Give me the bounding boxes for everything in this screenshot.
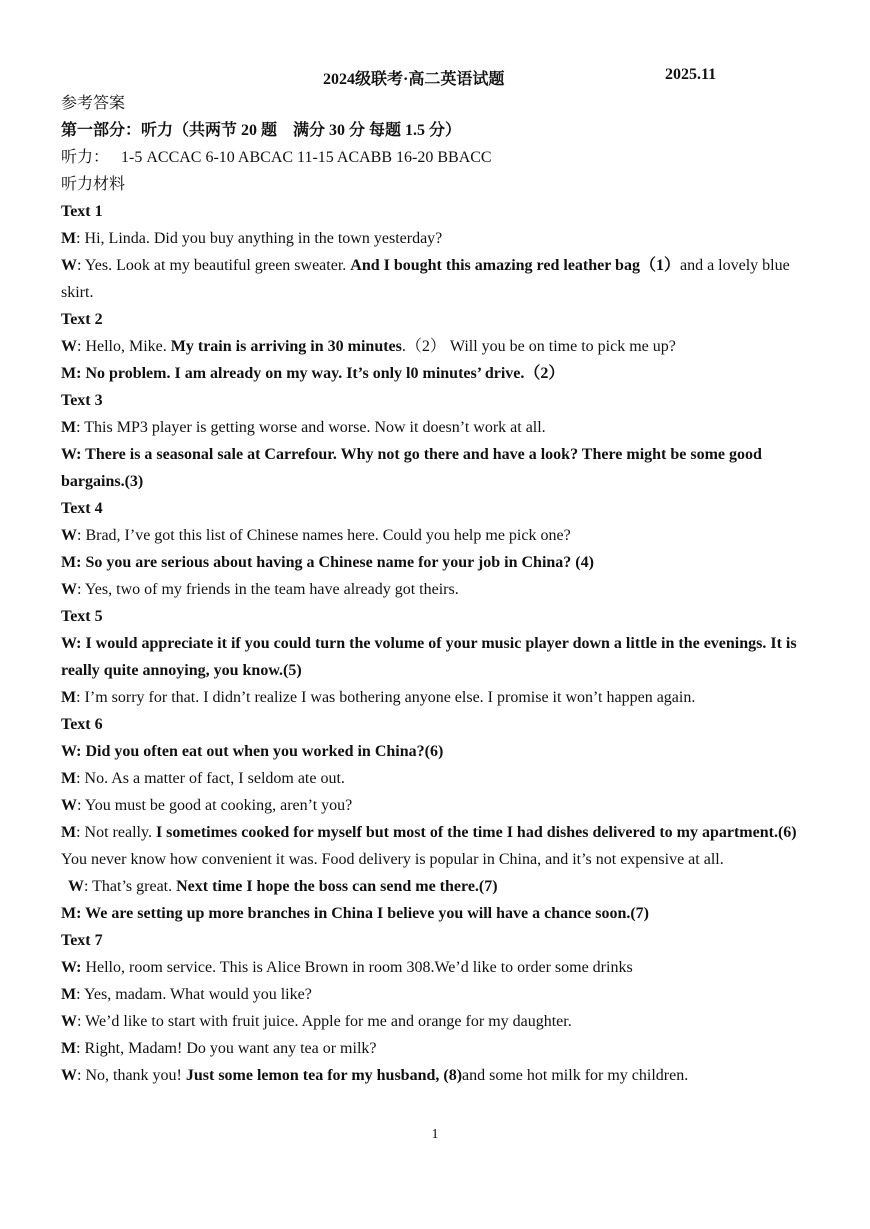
speaker-label: M: [61, 419, 77, 436]
text-label: Text 7: [61, 932, 103, 949]
page-header: [0, 66, 870, 90]
dialogue-line: [61, 1008, 806, 1035]
dialogue-line: [61, 954, 806, 981]
dialogue-text: : Yes. Look at my beautiful green sweater.: [77, 257, 351, 274]
answer-clue-text: I sometimes cooked for myself but most of the time I had dishes delivered to my apartment.(6): [155, 824, 797, 841]
text-label: Text 4: [61, 500, 103, 517]
part1-heading: 第一部分：听力（共两节 20 题 满分 30 分 每题 1.5 分）: [61, 122, 462, 139]
speaker-label: M: [61, 986, 77, 1003]
speaker-label: W: [61, 635, 77, 652]
listening-texts: [61, 198, 806, 1089]
document-body: [61, 90, 806, 1089]
answer-clue-text: : So you are serious about having a Chinese name for your job in China? (4): [76, 554, 594, 571]
speaker-label: M: [61, 554, 77, 571]
dialogue-text: : Hi, Linda. Did you buy anything in the town yesterday?: [76, 230, 443, 247]
dialogue-text: : No, thank you!: [77, 1067, 186, 1084]
dialogue-text: : Right, Madam! Do you want any tea or milk?: [76, 1040, 377, 1057]
speaker-label: W: [61, 797, 77, 814]
dialogue-line: [61, 360, 806, 387]
speaker-label: W: [68, 878, 84, 895]
speaker-label: W: [61, 1013, 77, 1030]
text-label: Text 5: [61, 608, 103, 625]
dialogue-text: and a lovely blue skirt.: [61, 257, 790, 301]
answer-clue-text: : We are setting up more branches in China I believe you will have a chance soon.(7): [76, 905, 650, 922]
speaker-label: M: [61, 1040, 77, 1057]
speaker-label: M: [61, 770, 77, 787]
answers-label: 听力：: [61, 149, 110, 166]
exam-date: 2025.11: [665, 66, 717, 83]
exam-title: 2024级联考·高二英语试题: [323, 71, 505, 88]
dialogue-text: You never know how convenient it was. Food delivery is popular in China, and it’s not expensive at all.: [61, 851, 724, 868]
dialogue-line: [61, 738, 806, 765]
speaker-label: W: [61, 446, 77, 463]
dialogue-text: : That’s great.: [84, 878, 177, 895]
answer-clue-text: : There is a seasonal sale at Carrefour. Why not go there and have a look? There might be some good bargains.(3): [61, 446, 762, 490]
dialogue-text: : Brad, I’ve got this list of Chinese names here. Could you help me pick one?: [77, 527, 571, 544]
speaker-label: W: [61, 581, 77, 598]
dialogue-text: .（2） Will you be on time to pick me up?: [401, 338, 676, 355]
speaker-label: W: [61, 257, 77, 274]
speaker-label: M: [61, 689, 77, 706]
answers-value: 1-5 ACCAC 6-10 ABCAC 11-15 ACABB 16-20 BBACC: [121, 149, 492, 166]
speaker-label: M: [61, 905, 77, 922]
answer-clue-text: Just some lemon tea for my husband, (8): [185, 1067, 463, 1084]
answer-clue-text: Next time I hope the boss can send me there.(7): [176, 878, 498, 895]
dialogue-line: [61, 549, 806, 576]
dialogue-line: [61, 225, 806, 252]
dialogue-line: [61, 900, 806, 927]
dialogue-line: [61, 252, 806, 306]
dialogue-line: [61, 1062, 806, 1089]
speaker-label: M: [61, 824, 77, 841]
answer-key: [61, 144, 806, 171]
speaker-label: W:: [61, 959, 82, 976]
dialogue-text: : We’d like to start with fruit juice. Apple for me and orange for my daughter.: [77, 1013, 572, 1030]
dialogue-text: and some hot milk for my children.: [462, 1067, 689, 1084]
dialogue-line: [61, 630, 806, 684]
dialogue-line: [61, 522, 806, 549]
dialogue-line: [61, 981, 806, 1008]
text-label: Text 2: [61, 311, 103, 328]
answer-clue-text: My train is arriving in 30 minutes: [170, 338, 402, 355]
answer-clue-text: And I bought this amazing red leather bag（1）: [350, 257, 680, 274]
dialogue-line: [61, 414, 806, 441]
dialogue-line: [61, 1035, 806, 1062]
dialogue-line: [61, 873, 806, 900]
speaker-label: W: [61, 743, 77, 760]
dialogue-line: [61, 819, 806, 873]
speaker-label: W: [61, 338, 77, 355]
speaker-label: W: [61, 1067, 77, 1084]
speaker-label: W: [61, 527, 77, 544]
materials-title: 听力材料: [61, 176, 126, 193]
dialogue-text: : Not really.: [76, 824, 156, 841]
page-number: 1: [431, 1127, 439, 1142]
dialogue-text: Hello, room service. This is Alice Brown in room 308.We’d like to order some drinks: [81, 959, 633, 976]
dialogue-line: [61, 441, 806, 495]
dialogue-text: : Yes, two of my friends in the team have already got theirs.: [77, 581, 459, 598]
dialogue-line: [61, 684, 806, 711]
speaker-label: M: [61, 365, 77, 382]
answer-clue-text: : Did you often eat out when you worked in China?(6): [76, 743, 444, 760]
dialogue-line: [61, 765, 806, 792]
text-label: Text 1: [61, 203, 103, 220]
answer-clue-text: : I would appreciate it if you could turn the volume of your music player down a little in the evenings. It is really quite annoying, you know.(5): [61, 635, 797, 679]
dialogue-text: : You must be good at cooking, aren’t you?: [77, 797, 353, 814]
dialogue-text: : Yes, madam. What would you like?: [76, 986, 312, 1003]
answer-clue-text: : No problem. I am already on my way. It’s only l0 minutes’ drive.（2）: [76, 365, 565, 382]
dialogue-text: : No. As a matter of fact, I seldom ate out.: [76, 770, 345, 787]
dialogue-text: : I’m sorry for that. I didn’t realize I was bothering anyone else. I promise it won’t happen again.: [76, 689, 696, 706]
dialogue-text: : Hello, Mike.: [77, 338, 171, 355]
dialogue-text: : This MP3 player is getting worse and worse. Now it doesn’t work at all.: [76, 419, 546, 436]
dialogue-line: [61, 333, 806, 360]
dialogue-line: [61, 576, 806, 603]
dialogue-line: [61, 792, 806, 819]
section-title: 参考答案: [61, 95, 126, 112]
text-label: Text 3: [61, 392, 103, 409]
speaker-label: M: [61, 230, 77, 247]
text-label: Text 6: [61, 716, 103, 733]
